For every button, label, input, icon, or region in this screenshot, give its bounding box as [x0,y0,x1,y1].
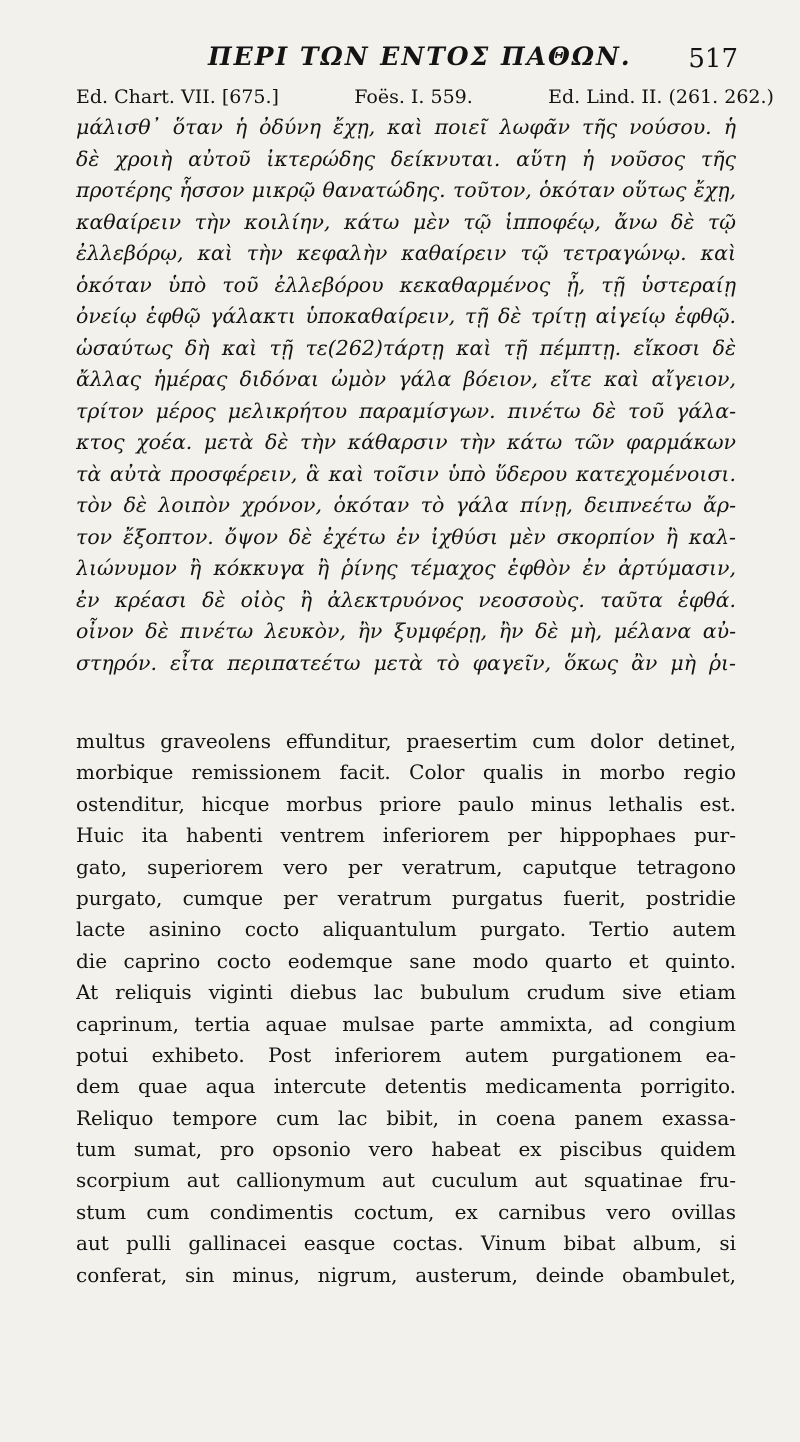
latin-text-line: At reliquis viginti diebus lac bubulum crudum sive etiam [76,980,736,1005]
latin-text-line: ostenditur, hicque morbus priore paulo minus lethalis est. [76,791,736,816]
latin-text-line: scorpium aut callionymum aut cuculum aut squatinae fru- [76,1168,736,1193]
latin-text-line: morbique remissionem facit. Color qualis in morbo regio [76,760,736,785]
latin-text-line: purgato, cumque per veratrum purgatus fuerit, postridie [76,885,736,910]
latin-text-line: aut pulli gallinacei easque coctas. Vinum bibat album, si [76,1231,736,1256]
latin-text-line: Huic ita habenti ventrem inferiorem per hippophaes pur- [76,823,736,848]
greek-text-line: οἶνον δὲ πινέτω λευκὸν, ἢν ξυμφέρῃ, ἢν δὲ μὴ, μέλανα αὐ- [76,619,736,643]
edition-references [76,86,774,108]
latin-text-line: lacte asinino cocto aliquantulum purgato. Tertio autem [76,917,736,942]
latin-text-line: potui exhibeto. Post inferiorem autem purgationem ea- [76,1042,736,1067]
greek-text-line: δὲ χροιὴ αὐτοῦ ἰκτερώδης δείκνυται. αὕτη ἡ νοῦσος τῆς [76,146,736,171]
greek-text-line: ἐν κρέασι δὲ οἰὸς ἢ ἀλεκτρυόνος νεοσσοὺς. ταῦτα ἑφθά. [76,587,736,612]
greek-text-line: ἄλλας ἡμέρας διδόναι ὠμὸν γάλα βόειον, εἴτε καὶ αἴγειον, [76,367,736,391]
latin-text-line: stum cum condimentis coctum, ex carnibus vero ovillas [76,1199,736,1224]
edition-chart: Ed. Chart. VII. [675.] [76,86,279,108]
latin-text-line: multus graveolens effunditur, praesertim cum dolor detinet, [76,729,736,753]
latin-text-line: die caprino cocto eodemque sane modo quarto et quinto. [76,948,736,973]
greek-text-line: κτος χοέα. μετὰ δὲ τὴν κάθαρσιν τὴν κάτω τῶν φαρμάκων [76,430,736,454]
latin-text-line: tum sumat, pro opsonio vero habeat ex piscibus quidem [76,1137,736,1162]
page-number: 517 [688,44,738,74]
greek-text-line: στηρόν. εἶτα περιπατεέτω μετὰ τὸ φαγεῖν, ὅκως ἂν μὴ ῥι- [76,650,736,675]
greek-text-line: ὁκόταν ὑπὸ τοῦ ἐλλεβόρου κεκαθαρμένος ᾖ, τῇ ὑστεραίῃ [76,272,736,297]
greek-text-line: ὀνείῳ ἑφθῷ γάλακτι ὑποκαθαίρειν, τῇ δὲ τρίτῃ αἰγείῳ ἑφθῷ. [76,304,736,328]
running-title: ΠΕΡΙ ΤΩΝ ΕΝΤΟΣ ΠΑΘΩΝ. [208,42,632,71]
edition-foes: Foës. I. 559. [354,86,473,108]
greek-text-line: τρίτον μέρος μελικρήτου παραμίσγων. πινέτω δὲ τοῦ γάλα- [76,398,736,423]
edition-lind: Ed. Lind. II. (261. 262.) [548,86,774,108]
greek-text-line: προτέρης ἧσσον μικρῷ θανατώδης. τοῦτον, ὁκόταν οὕτως ἔχῃ, [76,178,736,202]
greek-text-line: ἐλλεβόρῳ, καὶ τὴν κεφαλὴν καθαίρειν τῷ τετραγώνῳ. καὶ [76,241,736,265]
greek-text-block [76,112,736,679]
greek-text-line: τὸν δὲ λοιπὸν χρόνον, ὁκόταν τὸ γάλα πίνῃ, δειπνεέτω ἄρ- [76,493,736,517]
greek-text-line: τον ἔξοπτον. ὄψον δὲ ἐχέτω ἐν ἰχθύσι μὲν σκορπίον ἢ καλ- [76,524,736,549]
greek-text-line: καθαίρειν τὴν κοιλίην, κάτω μὲν τῷ ἱπποφέῳ, ἄνω δὲ τῷ [76,209,736,234]
latin-text-line: gato, superiorem vero per veratrum, caputque tetragono [76,854,736,879]
latin-text-line: conferat, sin minus, nigrum, austerum, deinde obambulet, [76,1262,736,1287]
latin-text-line: caprinum, tertia aquae mulsae parte ammixta, ad congium [76,1011,736,1036]
latin-text-line: dem quae aqua intercute detentis medicamenta porrigito. [76,1074,736,1099]
greek-text-line: μάλισθ᾽ ὅταν ἡ ὀδύνη ἔχῃ, καὶ ποιεῖ λωφᾶν τῆς νούσου. ἡ [76,115,736,139]
page-header [180,42,738,82]
greek-text-line: λιώνυμον ἢ κόκκυγα ἢ ῥίνης τέμαχος ἑφθὸν ἐν ἀρτύμασιν, [76,556,736,580]
greek-text-line: τὰ αὐτὰ προσφέρειν, ἃ καὶ τοῖσιν ὑπὸ ὕδερου κατεχομένοισι. [76,461,736,486]
greek-text-line: ὡσαύτως δὴ καὶ τῇ τε(262)τάρτῃ καὶ τῇ πέμπτῃ. εἴκοσι δὲ [76,335,736,360]
latin-text-line: Reliquo tempore cum lac bibit, in coena panem exassa- [76,1105,736,1130]
latin-translation-block [76,726,736,1291]
